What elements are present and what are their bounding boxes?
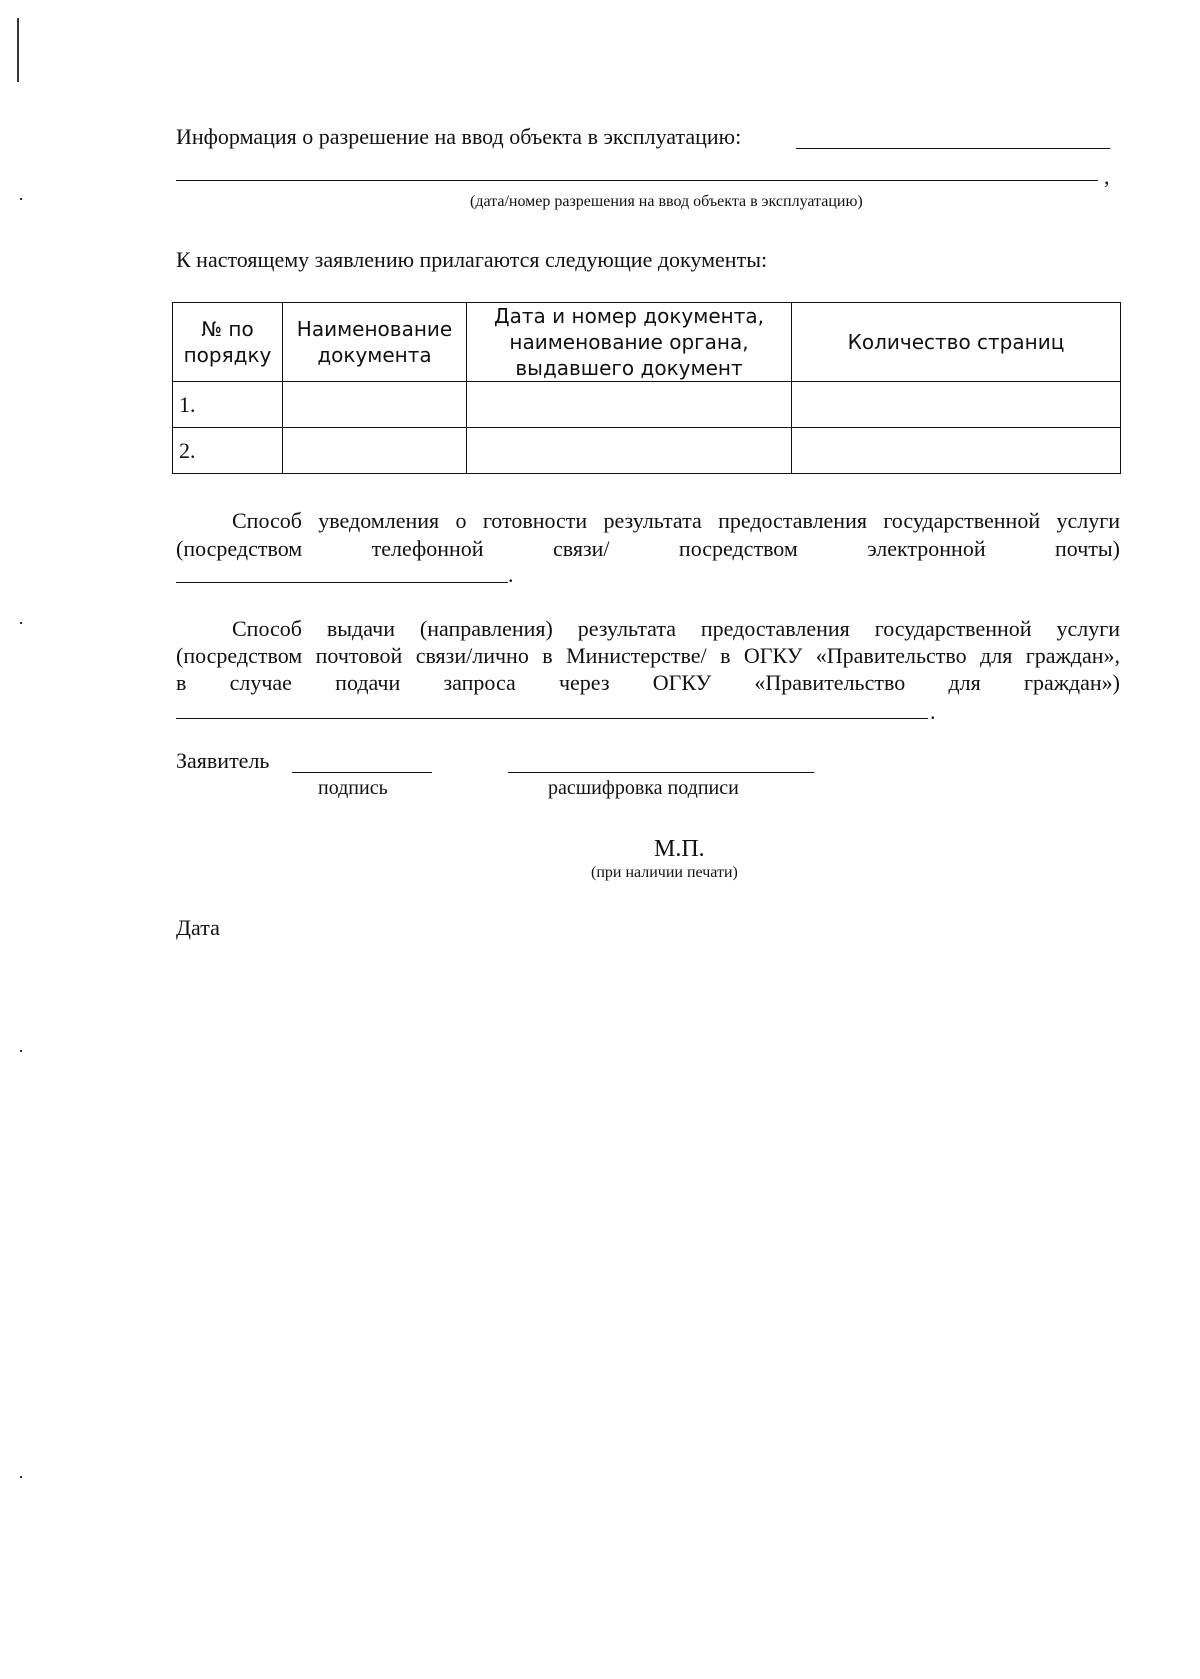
row-document-name[interactable]	[283, 428, 467, 474]
delivery-answer-line[interactable]	[176, 718, 928, 719]
delivery-line-2: (посредством почтовой связи/лично в Министерстве/ в ОГКУ «Правительство для граждан»,	[176, 643, 1120, 668]
table-row	[173, 382, 1121, 428]
documents-table	[172, 302, 1121, 474]
notification-end: .	[508, 562, 514, 587]
stamp-label: М.П.	[654, 836, 705, 862]
signature-decoding-line[interactable]	[508, 772, 814, 773]
signature-line[interactable]	[292, 772, 432, 773]
table-row	[173, 428, 1121, 474]
scan-edge-dot	[20, 1476, 22, 1478]
scan-edge-dot	[20, 622, 22, 624]
permit-line-1	[796, 148, 1110, 149]
row-number: 1.	[173, 382, 283, 428]
header-page-count: Количество страниц	[792, 303, 1121, 382]
permit-comma: ,	[1104, 164, 1110, 189]
delivery-end: .	[930, 699, 936, 724]
header-document-name: Наименование документа	[283, 303, 467, 382]
row-document-name[interactable]	[283, 382, 467, 428]
row-page-count[interactable]	[792, 382, 1121, 428]
permit-caption: (дата/номер разрешения на ввод объекта в эксплуатацию)	[470, 193, 863, 210]
row-number: 2.	[173, 428, 283, 474]
permit-line-2	[176, 180, 1098, 181]
row-document-details[interactable]	[467, 428, 792, 474]
scan-edge-dot	[20, 1050, 22, 1052]
notification-line-2: (посредством телефонной связи/ посредством электронной почты)	[176, 536, 1120, 561]
signature-caption: подпись	[318, 777, 388, 799]
notification-line-1: Способ уведомления о готовности результата предоставления государственной услуги	[232, 508, 1120, 533]
decoding-caption: расшифровка подписи	[548, 777, 739, 799]
stamp-note: (при наличии печати)	[591, 864, 738, 881]
row-page-count[interactable]	[792, 428, 1121, 474]
permit-label: Информация о разрешение на ввод объекта в эксплуатацию:	[176, 124, 742, 149]
header-document-details: Дата и номер документа, наименование органа, выдавшего документ	[467, 303, 792, 382]
delivery-line-3: в случае подачи запроса через ОГКУ «Правительство для граждан»)	[176, 670, 1120, 695]
header-number: № по порядку	[173, 303, 283, 382]
date-label: Дата	[176, 915, 220, 940]
scan-edge-mark	[17, 18, 19, 82]
scan-edge-dot	[20, 198, 22, 200]
table-header-row	[173, 303, 1121, 382]
row-document-details[interactable]	[467, 382, 792, 428]
applicant-label: Заявитель	[176, 748, 270, 773]
attachments-intro: К настоящему заявлению прилагаются следующие документы:	[176, 247, 768, 272]
notification-answer-line[interactable]	[176, 582, 508, 583]
delivery-line-1: Способ выдачи (направления) результата предоставления государственной услуги	[232, 616, 1120, 641]
